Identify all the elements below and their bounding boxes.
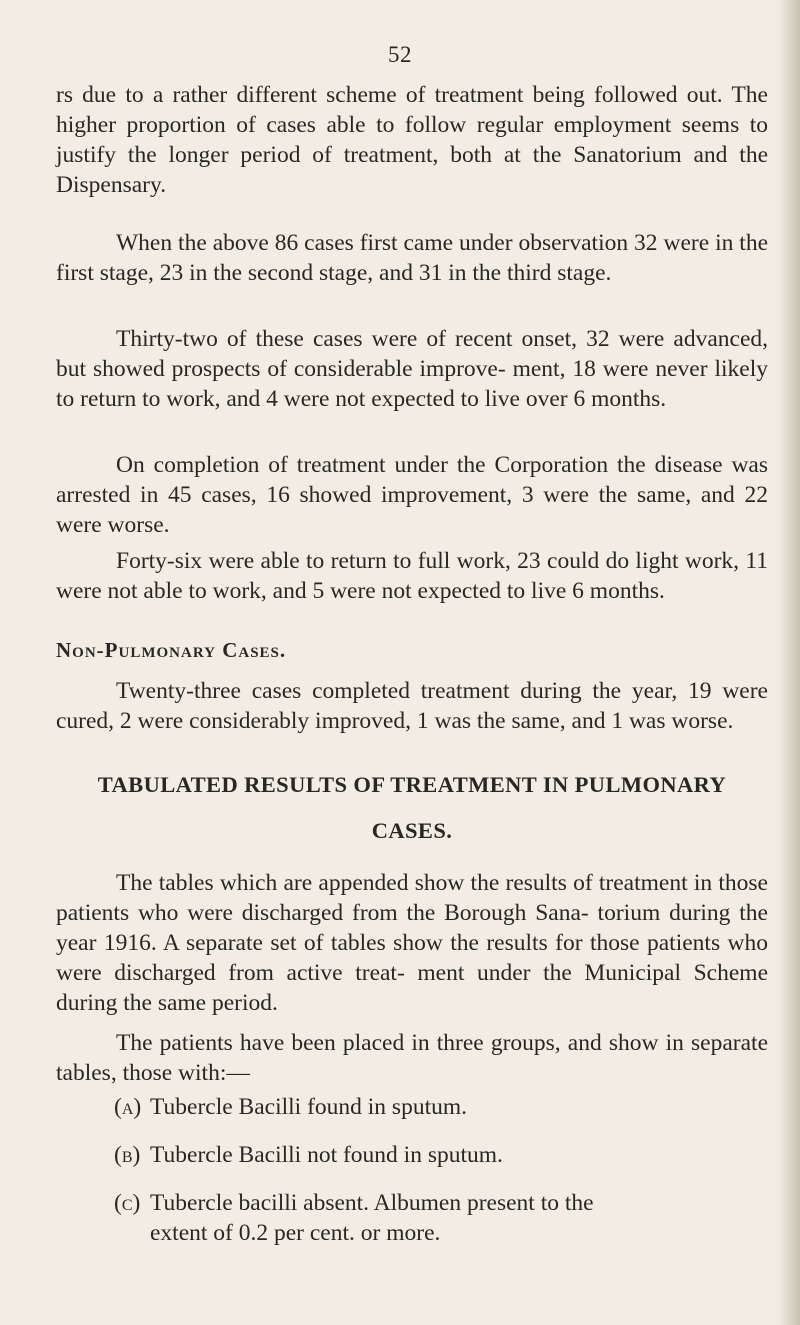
page-edge-shadow [778,0,800,1325]
paragraph-stages: When the above 86 cases first came under observation 32 were in the first stage, 23 in the second stage, and 31 in the third stage. [56,230,768,286]
list-item-text: Tubercle bacilli absent. Albumen present to the [150,1190,594,1216]
page-number: 52 [388,42,412,67]
paragraph-groups: The patients have been placed in three groups, and show in separate tables, those with:— [56,1030,768,1086]
list-item-c [114,1188,768,1248]
paragraph-work: Forty-six were able to return to full work, 23 could do light work, 11 were not able to work, and 5 were not expected to live 6 months. [56,548,768,604]
paragraph-completion: On completion of treatment under the Corporation the disease was arrested in 45 cases, 16 showed improvement, 3 were the same, and 22 were worse. [56,452,768,538]
list-marker: (a) [114,1094,142,1120]
tabulated-heading-line2: CASES. [371,818,453,843]
paragraph-non-pulmonary: Twenty-three cases completed treatment during the year, 19 were cured, 2 were considerably improved, 1 was the same, and 1 was worse. [56,678,768,734]
list-item-b [114,1140,768,1170]
paragraph-tables: The tables which are appended show the results of treatment in those patients who were discharged from the Borough Sana- torium during the year 1916. A separate set of tables show the results for those patients who were discharged from active treat- ment under the Municipal Scheme during the same period. [56,870,768,1016]
list-item-continuation: extent of 0.2 per cent. or more. [150,1220,441,1246]
section-heading-non-pulmonary: Non-Pulmonary Cases. [56,638,287,662]
tabulated-heading-line1: TABULATED RESULTS OF TREATMENT IN PULMONARY [97,772,727,797]
list-item-text: Tubercle Bacilli found in sputum. [150,1094,468,1120]
list-item-text: Tubercle Bacilli not found in sputum. [150,1142,503,1168]
paragraph-continuation: rs due to a rather different scheme of treatment being followed out. The higher proportion of cases able to follow regular employment seems to justify the longer period of treatment, both at the Sanatorium and the Dispensary. [56,82,768,198]
list-marker: (b) [114,1142,141,1168]
paragraph-onset: Thirty-two of these cases were of recent onset, 32 were advanced, but showed prospects of considerable improve- ment, 18 were never likely to return to work, and 4 were not expected to live over 6 months. [56,326,768,412]
list-marker: (c) [114,1190,141,1216]
list-item-a [114,1092,768,1122]
